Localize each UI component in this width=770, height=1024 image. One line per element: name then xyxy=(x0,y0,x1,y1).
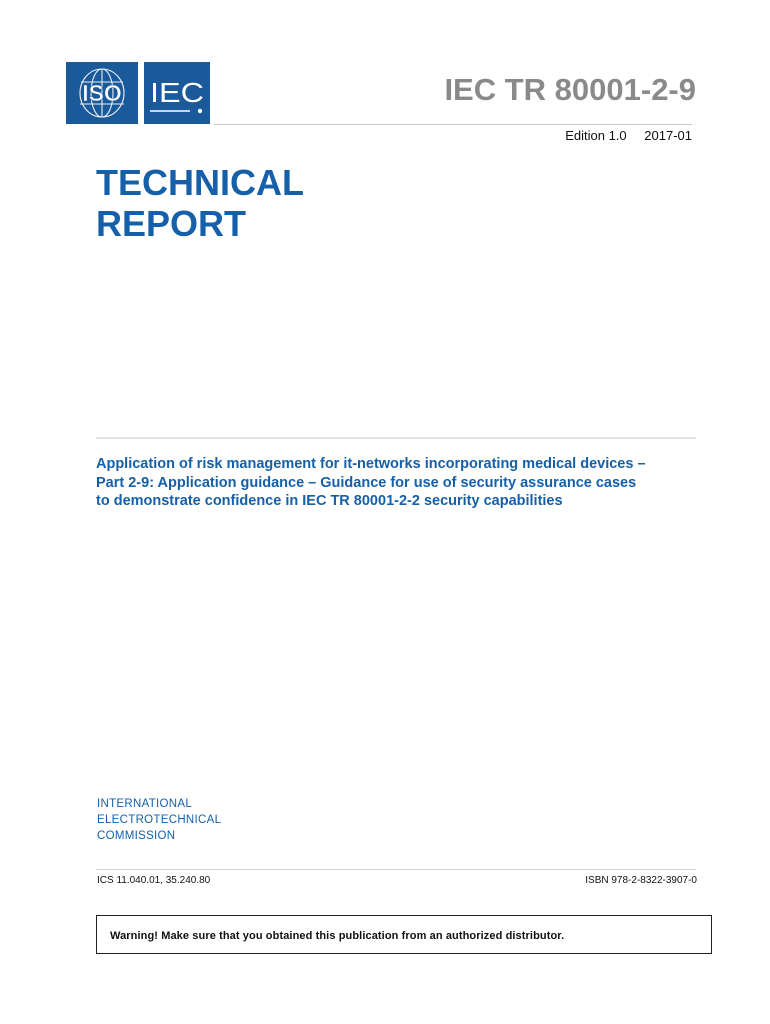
edition-date: 2017-01 xyxy=(644,128,692,143)
iso-globe-icon xyxy=(66,62,138,124)
iec-logo-text: IEC xyxy=(150,77,204,108)
warning-text: Warning! Make sure that you obtained this publication from an authorized distributor. xyxy=(110,930,565,942)
iec-logo-mark xyxy=(144,62,210,124)
report-type-line1: TECHNICAL xyxy=(96,162,304,203)
iec-logo xyxy=(144,62,210,124)
organization-line3: COMMISSION xyxy=(97,830,176,842)
title-line1: Application of risk management for it-networks incorporating medical devices – xyxy=(96,456,646,472)
document-number: IEC TR 80001-2-9 xyxy=(444,72,696,107)
isbn: ISBN 978-2-8322-3907-0 xyxy=(585,875,697,886)
report-type-line2: REPORT xyxy=(96,203,247,244)
ics-codes: ICS 11.040.01, 35.240.80 xyxy=(97,875,211,886)
document-title xyxy=(96,455,696,511)
organization-line1: INTERNATIONAL xyxy=(97,798,193,810)
organization-name xyxy=(97,796,221,844)
iso-logo-text: ISO xyxy=(82,80,122,106)
edition-label: Edition 1.0 xyxy=(565,128,627,143)
header-divider xyxy=(214,124,692,125)
footer-divider xyxy=(96,869,696,870)
report-type xyxy=(96,162,304,244)
edition-info xyxy=(565,128,692,143)
title-line3: to demonstrate confidence in IEC TR 80001-2-2 security capabilities xyxy=(96,493,563,509)
title-line2: Part 2-9: Application guidance – Guidance for use of security assurance cases xyxy=(96,474,637,491)
iso-logo xyxy=(66,62,138,124)
organization-line2: ELECTROTECHNICAL xyxy=(97,814,222,826)
title-divider xyxy=(96,437,696,439)
warning-box xyxy=(96,915,712,954)
